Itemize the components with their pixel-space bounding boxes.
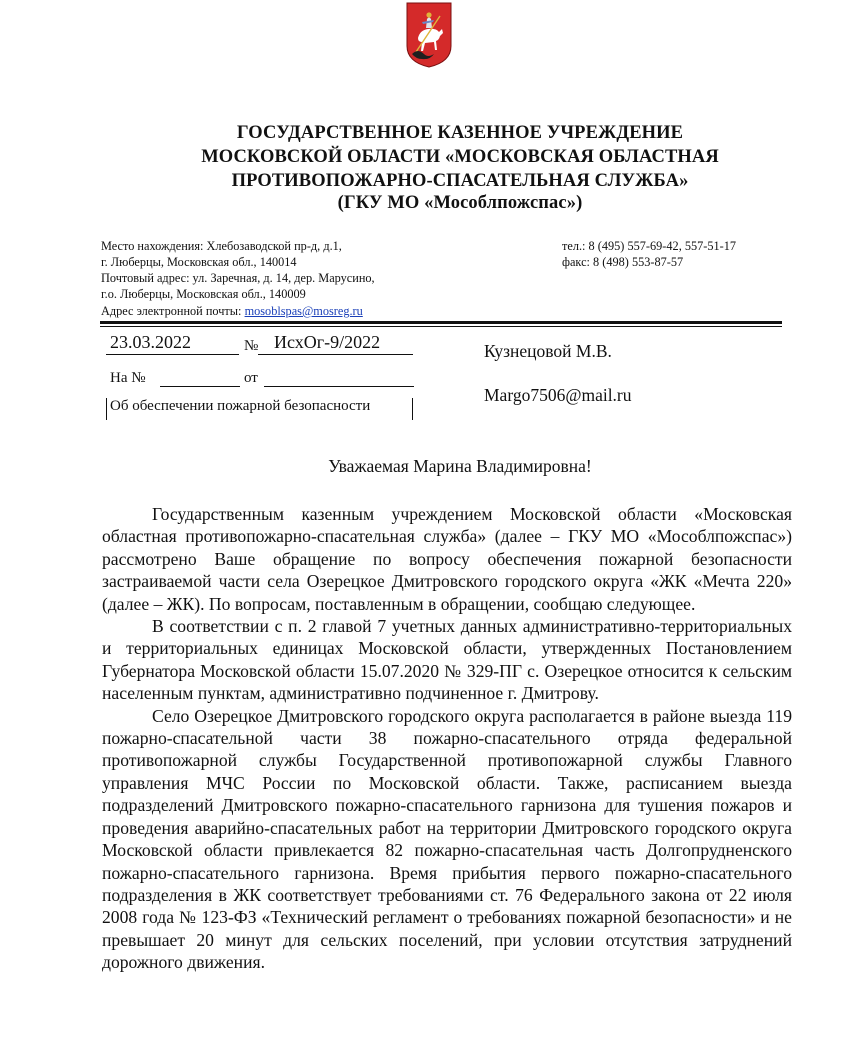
paragraph: В соответствии с п. 2 главой 7 учетных данных административно-территориальных и территориальных единицах Московской области, утвержденных Постановлением Губернатора Московской области 15.07.2020 № 329-ПГ с. Озерецкое относится к сельским населенным пунктам, административно подчиненное г. Дмитрову.	[102, 616, 792, 704]
incoming-number-underline	[160, 386, 240, 387]
subject-text: Об обеспечении пожарной безопасности	[110, 398, 371, 414]
date-underline	[106, 354, 239, 355]
location-city: г. Люберцы, Московская обл., 140014	[101, 255, 297, 269]
phone-line: тел.: 8 (495) 557-69-42, 557-51-17	[562, 239, 737, 253]
outgoing-date: 23.03.2022	[110, 332, 191, 352]
moscow-coat-of-arms-icon	[406, 2, 452, 68]
number-label: №	[244, 338, 259, 354]
header-divider	[100, 321, 782, 324]
org-name-line-1: ГОСУДАРСТВЕННОЕ КАЗЕННОЕ УЧРЕЖДЕНИЕ	[236, 123, 684, 143]
number-underline	[258, 354, 413, 355]
email-line	[101, 304, 363, 320]
greeting: Уважаемая Марина Владимировна!	[328, 456, 592, 476]
outgoing-number: ИсхОг-9/2022	[274, 332, 381, 352]
location-address: Место нахождения: Хлебозаводской пр-д, д.1,	[101, 239, 342, 253]
org-name-line-2: МОСКОВСКОЙ ОБЛАСТИ «МОСКОВСКАЯ ОБЛАСТНАЯ	[201, 147, 719, 167]
incoming-from-label: от	[244, 370, 258, 386]
postal-city: г.о. Люберцы, Московская обл., 140009	[101, 287, 306, 301]
letter-body	[102, 503, 792, 974]
subject-box	[106, 398, 413, 420]
postal-address: Почтовый адрес: ул. Заречная, д. 14, дер. Марусино,	[101, 271, 375, 285]
org-name-line-3: ПРОТИВОПОЖАРНО-СПАСАТЕЛЬНАЯ СЛУЖБА»	[231, 171, 689, 191]
paragraph: Государственным казенным учреждением Московской области «Московская областная противопожарно-спасательная служба» (далее – ГКУ МО «Мособлпожспас») рассмотрено Ваше обращение по вопросу обеспечения пожарной безопасности застраиваемой части села Озерецкое Дмитровского городского округа «ЖК «Мечта 220» (далее – ЖК). По вопросам, поставленным в обращении, сообщаю следующее.	[102, 504, 792, 614]
email-label: Адрес электронной почты:	[101, 304, 245, 318]
fax-line: факс: 8 (498) 553-87-57	[562, 255, 684, 269]
incoming-number-label: На №	[110, 370, 146, 386]
recipient-name: Кузнецовой М.В.	[484, 341, 612, 361]
email-link[interactable]: mosoblspas@mosreg.ru	[244, 304, 363, 318]
org-short-name: (ГКУ МО «Мособлпожспас»)	[337, 193, 583, 213]
incoming-from-underline	[264, 386, 414, 387]
recipient-email: Margo7506@mail.ru	[484, 385, 632, 405]
paragraph: Село Озерецкое Дмитровского городского округа располагается в районе выезда 119 пожарно-спасательной части 38 пожарно-спасательного отряда федеральной противопожарной службы Государственной противопожарной службы Главного управления МЧС России по Московской области. Также, расписанием выезда подразделений Дмитровского пожарно-спасательного гарнизона для тушения пожаров и проведения аварийно-спасательных работ на территории Дмитровского городского округа Московской области привлекается 82 пожарно-спасательная часть Долгопрудненского пожарно-спасательного гарнизона. Время прибытия первого пожарно-спасательного подразделения в ЖК соответствует требованиями ст. 76 Федерального закона от 22 июля 2008 года № 123-ФЗ «Технический регламент о требованиях пожарной безопасности» и не превышает 20 минут для сельских поселений, при условии отсутствия затруднений дорожного движения.	[102, 705, 792, 973]
header-divider-thin	[100, 326, 782, 327]
